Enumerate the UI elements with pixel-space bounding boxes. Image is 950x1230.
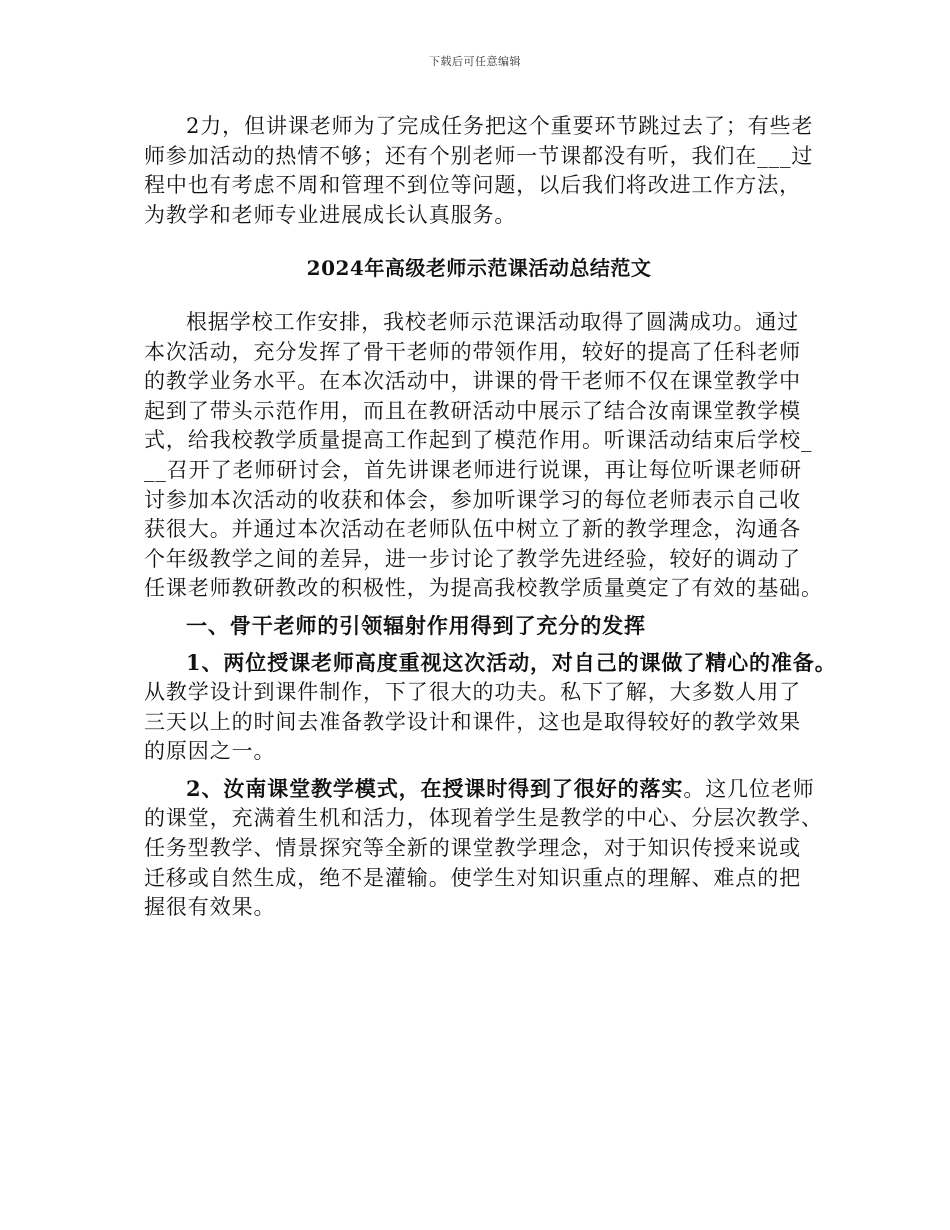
- main-line: 获很大。并通过本次活动在老师队伍中树立了新的教学理念，沟通各: [144, 517, 801, 542]
- main-line: 讨参加本次活动的收获和体会，参加听课学习的每位老师表示自己收: [144, 487, 801, 512]
- intro-paragraph: [144, 112, 814, 230]
- point-1-paragraph: [144, 648, 837, 767]
- point-1-line: 三天以上的时间去准备教学设计和课件，这也是取得较好的教学效果: [144, 709, 801, 734]
- page-header: 下载后可任意编辑: [429, 55, 521, 68]
- main-line: 式，给我校教学质量提高工作起到了模范作用。听课活动结束后学校_: [144, 428, 813, 453]
- point-1-heading-end: 。: [814, 649, 837, 675]
- intro-line: 为教学和老师专业进展成长认真服务。: [144, 202, 517, 227]
- main-paragraph: [144, 308, 823, 604]
- point-1-heading: 1、两位授课老师高度重视这次活动，对自己的课做了精心的准备: [186, 649, 815, 675]
- main-line: 本次活动，充分发挥了骨干老师的带领作用，较好的提高了任科老师: [144, 339, 801, 364]
- point-2-line: 握很有效果。: [144, 895, 276, 920]
- intro-line: 程中也有考虑不周和管理不到位等问题，以后我们将改进工作方法，: [144, 173, 801, 198]
- intro-line: 师参加活动的热情不够；还有个别老师一节课都没有听，我们在___过: [144, 143, 814, 168]
- main-line: 根据学校工作安排，我校老师示范课活动取得了圆满成功。通过: [186, 309, 800, 334]
- document-title: 2024年高级老师示范课活动总结范文: [306, 256, 652, 281]
- main-line: 的教学业务水平。在本次活动中，讲课的骨干老师不仅在课堂教学中: [144, 369, 801, 394]
- document-body: [144, 112, 837, 923]
- point-1-first-line: [144, 648, 837, 679]
- point-2-line: 任务型教学、情景探究等全新的课堂教学理念，对于知识传授来说或: [144, 836, 801, 861]
- point-2-line: 迁移或自然生成，绝不是灌输。使学生对知识重点的理解、难点的把: [144, 865, 801, 890]
- point-1-line: 的原因之一。: [144, 739, 276, 764]
- point-1-line: 从教学设计到课件制作，下了很大的功夫。私下了解，大多数人用了: [144, 680, 801, 705]
- point-2-first-line: [144, 774, 814, 805]
- point-2-heading: 2、汝南课堂教学模式，在授课时得到了很好的落实: [186, 775, 684, 801]
- point-2-heading-rest: 。这几位老师: [683, 776, 815, 801]
- intro-line: 2力，但讲课老师为了完成任务把这个重要环节跳过去了；有些老: [186, 114, 814, 138]
- main-line: 任课老师教研教改的积极性，为提高我校教学质量奠定了有效的基础。: [144, 576, 823, 601]
- section-heading: 一、骨干老师的引领辐射作用得到了充分的发挥: [186, 612, 646, 638]
- point-2-line: 的课堂，充满着生机和活力，体现着学生是教学的中心、分层次教学、: [144, 806, 823, 831]
- main-line: 起到了带头示范作用，而且在教研活动中展示了结合汝南课堂教学模: [144, 398, 801, 423]
- main-line: __召开了老师研讨会，首先讲课老师进行说课，再让每位听课老师研: [144, 457, 802, 482]
- point-2-paragraph: [144, 774, 823, 923]
- main-line: 个年级教学之间的差异，进一步讨论了教学先进经验，较好的调动了: [144, 546, 801, 571]
